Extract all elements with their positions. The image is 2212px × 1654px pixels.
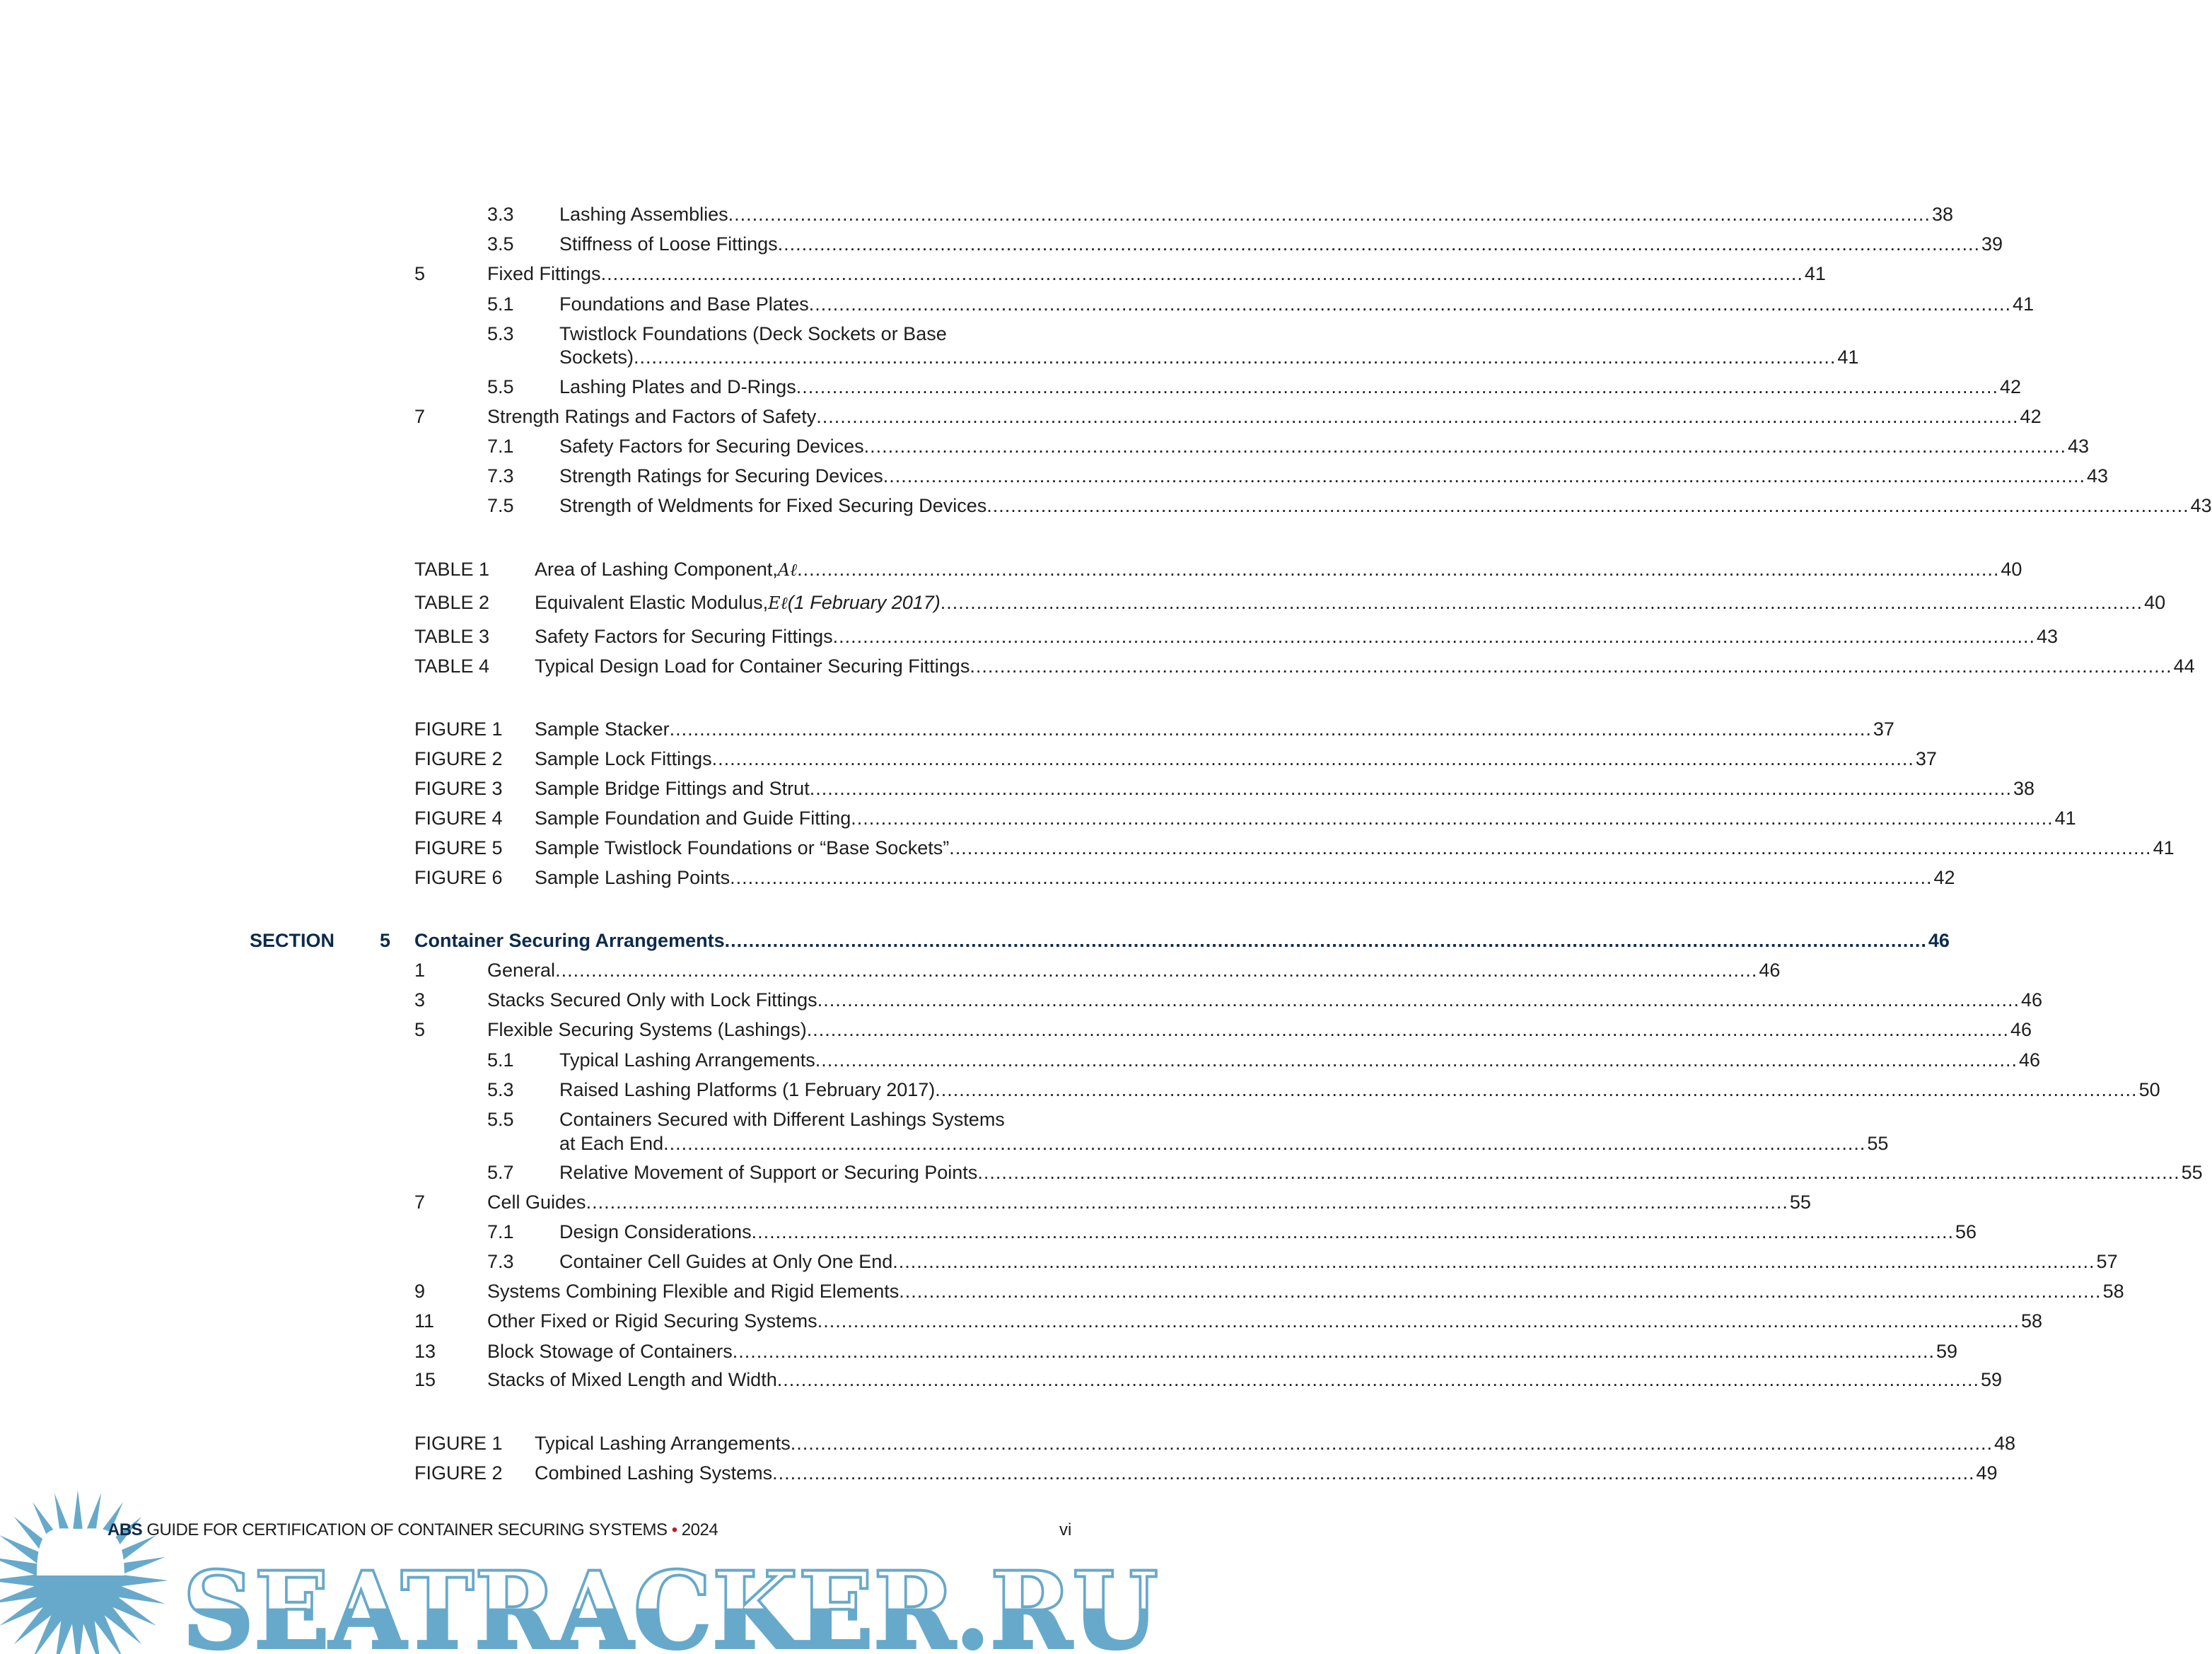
entry-title: Twistlock Foundations (Deck Sockets or Base xyxy=(559,322,947,344)
entry-line xyxy=(535,806,2076,830)
entry-line xyxy=(559,1078,2160,1102)
dot-leader: ........................................................................................................................................................................................................ xyxy=(935,1078,2138,1100)
entry-line xyxy=(487,404,2042,429)
dot-leader: ........................................................................................................................................................................................................ xyxy=(817,1310,2020,1332)
entry-number: FIGURE 5 xyxy=(414,837,503,859)
dot-leader: ........................................................................................................................................................................................................ xyxy=(815,1049,2018,1071)
entry-line xyxy=(487,1190,1811,1214)
entry-title: Typical Lashing Arrangements xyxy=(559,1049,815,1071)
math-symbol: Aℓ xyxy=(777,560,798,581)
dot-leader: ........................................................................................................................................................................................................ xyxy=(796,375,1998,397)
entry-line xyxy=(535,747,1937,771)
entry-line xyxy=(414,928,1950,953)
entry-number: 7.5 xyxy=(487,495,514,517)
entry-title: Sample Lashing Points xyxy=(535,867,730,889)
entry-title: Stiffness of Loose Fittings xyxy=(559,233,778,255)
dot-leader: ........................................................................................................................................................................................................ xyxy=(711,748,1914,770)
dot-leader: ........................................................................................................................................................................................................ xyxy=(863,436,2066,458)
dot-leader: ........................................................................................................................................................................................................ xyxy=(949,837,2152,859)
page-number-ref: 40 xyxy=(2144,592,2166,614)
page-number-ref: 58 xyxy=(2102,1281,2124,1303)
dot-leader: ........................................................................................................................................................................................................ xyxy=(634,346,1836,368)
watermark-text: SEATRACKER.RU xyxy=(182,1549,1158,1654)
dot-leader: ........................................................................................................................................................................................................ xyxy=(555,960,1758,982)
entry-line xyxy=(535,557,2022,582)
dot-leader: ........................................................................................................................................................................................................ xyxy=(728,204,1931,226)
entry-line xyxy=(559,1131,1889,1155)
entry-number: 5.3 xyxy=(487,322,514,344)
entry-title: Stacks of Mixed Length and Width xyxy=(487,1369,777,1391)
entry-line xyxy=(559,202,1953,226)
entry-line xyxy=(535,624,2059,648)
entry-line xyxy=(487,1279,2124,1303)
dot-leader: ........................................................................................................................................................................................................ xyxy=(776,1369,1980,1391)
entry-title: General xyxy=(487,960,556,982)
dot-leader: ........................................................................................................................................................................................................ xyxy=(669,718,1872,740)
entry-number: 9 xyxy=(414,1281,426,1303)
dot-leader: ........................................................................................................................................................................................................ xyxy=(790,1433,1993,1455)
section-label: SECTION xyxy=(250,930,335,952)
dot-leader: ........................................................................................................................................................................................................ xyxy=(816,405,2019,427)
dot-leader: ........................................................................................................................................................................................................ xyxy=(970,656,2172,677)
entry-line xyxy=(487,1309,2043,1333)
entry-title: Design Considerations xyxy=(559,1221,752,1243)
entry-number: 11 xyxy=(414,1310,435,1332)
entry-line xyxy=(559,375,2022,399)
entry-number: FIGURE 4 xyxy=(414,808,503,829)
page-number-ref: 44 xyxy=(2173,656,2195,677)
page-number-ref: 49 xyxy=(1976,1462,1998,1484)
entry-line xyxy=(535,1431,2016,1455)
page-number-ref: 55 xyxy=(2181,1161,2203,1183)
entry-number: 3.5 xyxy=(487,233,514,255)
footer-title: GUIDE FOR CERTIFICATION OF CONTAINER SECURING SYSTEMS xyxy=(142,1520,672,1539)
entry-line xyxy=(535,717,1894,741)
entry-title: Safety Factors for Securing Fittings xyxy=(535,626,833,648)
entry-number: 3 xyxy=(414,989,426,1011)
entry-number: FIGURE 6 xyxy=(414,867,503,889)
entry-title: Lashing Plates and D-Rings xyxy=(559,375,796,397)
dot-leader: ........................................................................................................................................................................................................ xyxy=(808,293,2012,315)
entry-number: 5.1 xyxy=(487,1049,514,1071)
entry-line xyxy=(487,1339,1958,1363)
entry-title: Sample Bridge Fittings and Strut xyxy=(535,778,810,800)
footer-brand: ABS xyxy=(107,1520,143,1539)
entry-line xyxy=(487,262,1826,286)
entry-number: 3.3 xyxy=(487,204,514,226)
dot-leader: ........................................................................................................................................................................................................ xyxy=(817,989,2020,1011)
entry-title: Containers Secured with Different Lashings Systems xyxy=(559,1108,1005,1130)
entry-number: FIGURE 2 xyxy=(414,1462,503,1484)
page-number-ref: 48 xyxy=(1994,1433,2016,1455)
page-number-ref: 41 xyxy=(2153,837,2175,859)
entry-number: TABLE 1 xyxy=(414,559,490,581)
entry-line xyxy=(559,232,2003,256)
entry-title: Strength Ratings and Factors of Safety xyxy=(487,405,817,427)
dot-leader: ........................................................................................................................................................................................................ xyxy=(777,233,1980,255)
entry-number: 15 xyxy=(414,1369,436,1391)
entry-number: 1 xyxy=(414,960,426,982)
entry-title: Safety Factors for Securing Devices xyxy=(559,436,864,458)
entry-title: Flexible Securing Systems (Lashings) xyxy=(487,1019,807,1041)
page-number-ref: 42 xyxy=(1933,867,1955,889)
page-number-ref: 46 xyxy=(1928,930,1950,952)
dot-leader: ........................................................................................................................................................................................................ xyxy=(586,1192,1788,1213)
page-number-ref: 56 xyxy=(1955,1221,1977,1243)
entry-number: 7.3 xyxy=(487,1251,514,1273)
entry-line xyxy=(559,345,1859,369)
dot-leader: ........................................................................................................................................................................................................ xyxy=(832,626,2035,648)
dot-leader: ........................................................................................................................................................................................................ xyxy=(724,930,1927,952)
entry-title: Other Fixed or Rigid Securing Systems xyxy=(487,1310,817,1332)
entry-title: Combined Lashing Systems xyxy=(535,1462,773,1484)
entry-title: Typical Design Load for Container Securing Fittings xyxy=(535,656,970,677)
entry-number: 5 xyxy=(414,1019,426,1041)
footer-bullet: • xyxy=(671,1520,677,1539)
entry-number: 5.5 xyxy=(487,375,514,397)
page-number-ref: 59 xyxy=(1936,1340,1958,1362)
page-number-ref: 46 xyxy=(1759,960,1781,982)
page-number-ref: 41 xyxy=(2054,808,2076,829)
entry-title: Raised Lashing Platforms (1 February 2017) xyxy=(559,1078,936,1100)
entry-line xyxy=(559,494,2212,518)
entry-title: Strength Ratings for Securing Devices xyxy=(559,465,883,487)
entry-line xyxy=(559,1250,2118,1274)
entry-title: Cell Guides xyxy=(487,1192,586,1213)
page-number-ref: 46 xyxy=(2010,1019,2032,1041)
page-number-ref: 41 xyxy=(1837,346,1859,368)
entry-title: Typical Lashing Arrangements xyxy=(535,1433,791,1455)
page-footer xyxy=(107,1520,718,1540)
page-number-ref: 42 xyxy=(2000,375,2022,397)
entry-number: FIGURE 1 xyxy=(414,1433,503,1455)
entry-line xyxy=(535,866,1955,890)
entry-number: 5.3 xyxy=(487,1078,514,1100)
dot-leader: ........................................................................................................................................................................................................ xyxy=(751,1221,1954,1243)
entry-title: Systems Combining Flexible and Rigid Elements xyxy=(487,1281,900,1303)
dot-leader: ........................................................................................................................................................................................................ xyxy=(663,1132,1866,1154)
entry-number: FIGURE 1 xyxy=(414,718,503,740)
math-symbol: Eℓ xyxy=(768,593,788,614)
entry-line xyxy=(535,1461,1998,1485)
entry-line xyxy=(559,1160,2203,1184)
entry-number: FIGURE 2 xyxy=(414,748,503,770)
entry-number: TABLE 2 xyxy=(414,592,490,614)
entry-line xyxy=(559,1220,1977,1244)
entry-number: 7.3 xyxy=(487,465,514,487)
page-number-ref: 42 xyxy=(2020,405,2042,427)
entry-title: Equivalent Elastic Modulus, xyxy=(535,592,769,614)
dot-leader: ........................................................................................................................................................................................................ xyxy=(899,1281,2102,1303)
entry-number: 7 xyxy=(414,1192,426,1213)
dot-leader: ........................................................................................................................................................................................................ xyxy=(772,1462,1975,1484)
entry-title: Container Cell Guides at Only One End xyxy=(559,1251,893,1273)
entry-line xyxy=(535,776,2035,800)
page-number-ref: 58 xyxy=(2020,1310,2043,1332)
entry-line xyxy=(535,590,2166,615)
entry-number: 5.5 xyxy=(487,1108,514,1130)
entry-number: 5 xyxy=(414,263,426,285)
entry-title: Strength of Weldments for Fixed Securing Devices xyxy=(559,495,987,517)
dot-leader: ........................................................................................................................................................................................................ xyxy=(797,559,2000,581)
page-number-ref: 38 xyxy=(1931,204,1953,226)
dot-leader: ........................................................................................................................................................................................................ xyxy=(977,1161,2180,1183)
page-number-ref: 37 xyxy=(1915,748,1937,770)
page-number-ref: 41 xyxy=(2013,293,2035,315)
dot-leader: ........................................................................................................................................................................................................ xyxy=(600,263,1803,285)
entry-title: Sample Stacker xyxy=(535,718,670,740)
page-number-ref: 43 xyxy=(2067,436,2090,458)
entry-title: Relative Movement of Support or Securing Points xyxy=(559,1161,978,1183)
entry-title: Lashing Assemblies xyxy=(559,204,728,226)
entry-line xyxy=(559,434,2090,458)
page-number-ref: 43 xyxy=(2087,465,2109,487)
entry-number: FIGURE 3 xyxy=(414,778,503,800)
entry-title: Sample Twistlock Foundations or “Base Sockets” xyxy=(535,837,950,859)
entry-title: Stacks Secured Only with Lock Fittings xyxy=(487,989,817,1011)
entry-title-continued: at Each End xyxy=(559,1132,664,1154)
entry-line xyxy=(487,1368,2003,1392)
page-number-ref: 57 xyxy=(2096,1251,2118,1273)
entry-number: 7 xyxy=(414,405,426,427)
dot-leader: ........................................................................................................................................................................................................ xyxy=(892,1251,2095,1273)
page-number-ref: 55 xyxy=(1867,1132,1889,1154)
entry-line xyxy=(535,836,2175,860)
page-number-ref: 50 xyxy=(2138,1078,2160,1100)
dot-leader: ........................................................................................................................................................................................................ xyxy=(730,867,1933,889)
page-number: vi xyxy=(1059,1520,1072,1539)
entry-title: Sample Lock Fittings xyxy=(535,748,712,770)
entry-number: TABLE 3 xyxy=(414,626,490,648)
entry-line xyxy=(559,1048,2041,1072)
dot-leader: ........................................................................................................................................................................................................ xyxy=(851,808,2054,829)
entry-number: 5.7 xyxy=(487,1161,514,1183)
page-number-ref: 38 xyxy=(2013,778,2035,800)
page-number-ref: 46 xyxy=(2020,989,2043,1011)
page-number-ref: 43 xyxy=(2036,626,2059,648)
entry-line xyxy=(487,988,2043,1012)
entry-number: TABLE 4 xyxy=(414,656,490,677)
entry-line xyxy=(487,958,1781,982)
entry-title: Foundations and Base Plates xyxy=(559,293,809,315)
entry-number: 5 xyxy=(380,930,391,952)
dot-leader: ........................................................................................................................................................................................................ xyxy=(806,1019,2009,1041)
entry-line xyxy=(535,654,2195,678)
entry-number: 7.1 xyxy=(487,436,514,458)
page-number-ref: 39 xyxy=(1981,233,2003,255)
entry-title: Area of Lashing Component, xyxy=(535,559,778,581)
entry-title: Fixed Fittings xyxy=(487,263,601,285)
dot-leader: ........................................................................................................................................................................................................ xyxy=(809,778,2012,800)
page-number-ref: 43 xyxy=(2190,495,2212,517)
entry-line xyxy=(487,1018,2032,1042)
dot-leader: ........................................................................................................................................................................................................ xyxy=(732,1340,1935,1362)
entry-title: Container Securing Arrangements xyxy=(414,930,725,952)
page-number-ref: 46 xyxy=(2019,1049,2041,1071)
page-number-ref: 40 xyxy=(2001,559,2022,581)
dot-leader: ........................................................................................................................................................................................................ xyxy=(986,495,2189,517)
footer-year: 2024 xyxy=(677,1520,718,1539)
dot-leader: ........................................................................................................................................................................................................ xyxy=(940,592,2143,614)
entry-number: 7.1 xyxy=(487,1221,514,1243)
entry-date-note: (1 February 2017) xyxy=(787,592,941,614)
sun-logo-icon xyxy=(0,1490,168,1654)
entry-line xyxy=(559,292,2035,316)
page-number-ref: 41 xyxy=(1804,263,1826,285)
entry-line xyxy=(559,464,2109,488)
entry-title: Block Stowage of Containers xyxy=(487,1340,733,1362)
entry-title: Sample Foundation and Guide Fitting xyxy=(535,808,851,829)
entry-number: 5.1 xyxy=(487,293,514,315)
page-number-ref: 59 xyxy=(1981,1369,2003,1391)
entry-number: 13 xyxy=(414,1340,436,1362)
dot-leader: ........................................................................................................................................................................................................ xyxy=(883,465,2086,487)
seatracker-watermark xyxy=(0,1485,1170,1654)
page-number-ref: 55 xyxy=(1789,1192,1811,1213)
page-number-ref: 37 xyxy=(1873,718,1894,740)
entry-title-continued: Sockets) xyxy=(559,346,634,368)
